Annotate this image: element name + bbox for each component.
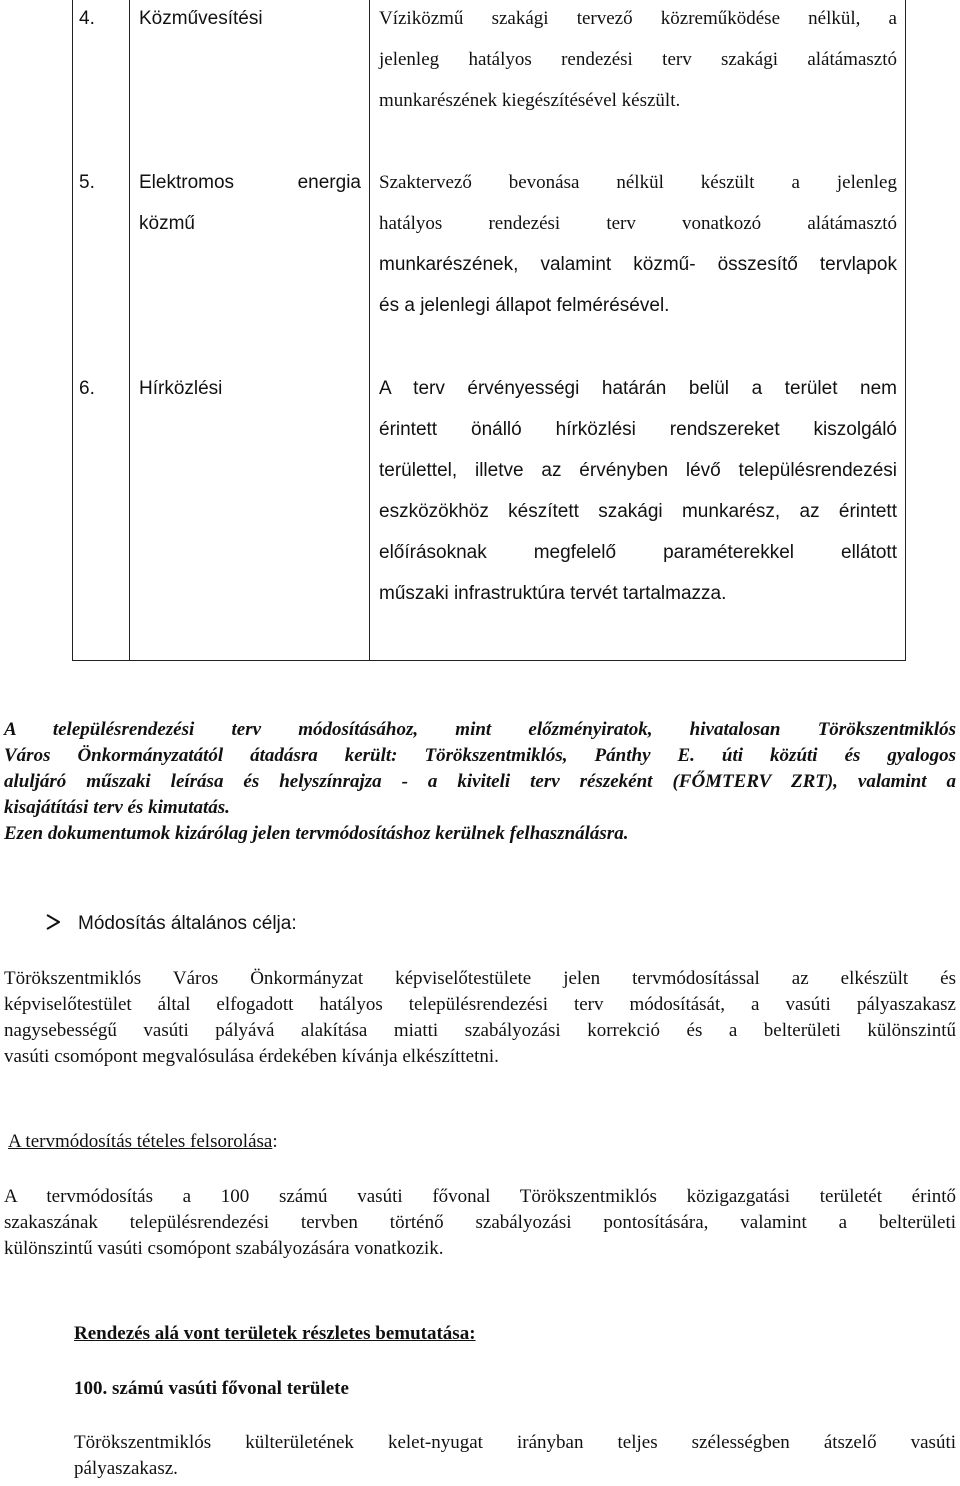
row-title-word: energia xyxy=(297,172,361,193)
row-title-word: Elektromos xyxy=(139,172,235,193)
notice-line: Ezen dokumentumok kizárólag jelen tervmódosításhoz kerülnek felhasználásra. xyxy=(4,823,629,844)
row-title xyxy=(139,162,361,244)
row-number: 4. xyxy=(79,8,95,29)
desc-line: A terv érvényességi határán belül a terület nem xyxy=(379,378,897,399)
notice-line: aluljáró műszaki leírása és helyszínrajza - a kiviteli terv részeként (FŐMTERV ZRT), valamint a xyxy=(4,771,956,792)
paragraph-line: Törökszentmiklós Város Önkormányzat képviselőtestülete jelen tervmódosítással az elkészült és xyxy=(4,968,956,989)
paragraph-line: Törökszentmiklós külterületének kelet-nyugat irányban teljes szélességben átszelő vasúti xyxy=(74,1432,956,1453)
notice-line: A településrendezési terv módosításához, mint előzményiratok, hivatalosan Törökszentmiklós xyxy=(4,719,956,740)
goal-heading-text: Módosítás általános célja: xyxy=(78,913,297,934)
desc-line: eszközökhöz készített szakági munkarész, az érintett xyxy=(379,501,897,522)
column-divider xyxy=(369,0,370,660)
paragraph-line: A tervmódosítás a 100 számú vasúti fővonal Törökszentmiklós közigazgatási területét érintő xyxy=(4,1186,956,1207)
paragraph-line: pályaszakasz. xyxy=(74,1458,178,1479)
desc-line: és a jelenlegi állapot felmérésével. xyxy=(379,295,670,316)
paragraph-line: szakaszának településrendezési tervben történő szabályozási pontosítására, valamint a belterületi xyxy=(4,1212,956,1233)
row-description xyxy=(379,0,897,121)
desc-line: munkarészének, valamint közmű- összesítő tervlapok xyxy=(379,254,897,275)
desc-line: munkarészének kiegészítésével készült. xyxy=(379,90,681,111)
areas-paragraph xyxy=(74,1430,956,1482)
paragraph-line: nagysebességű vasúti pályává alakítása miatti szabályozási korrekció és a belterületi különszintű xyxy=(4,1020,956,1041)
notice-line: Város Önkormányzatától átadásra került: Törökszentmiklós, Pánthy E. úti közúti és gyalogos xyxy=(4,745,956,766)
desc-line: műszaki infrastruktúra tervét tartalmazza. xyxy=(379,583,727,604)
row-description xyxy=(379,162,897,326)
row-title: Közművesítési xyxy=(139,8,263,29)
paragraph-line: különszintű vasúti csomópont szabályozására vonatkozik. xyxy=(4,1238,444,1259)
goal-paragraph xyxy=(4,966,956,1070)
itemized-paragraph xyxy=(4,1184,956,1262)
column-divider xyxy=(129,0,130,660)
itemized-heading-text: A tervmódosítás tételes felsorolása xyxy=(8,1131,273,1152)
itemized-heading-colon: : xyxy=(272,1131,278,1152)
row-description xyxy=(379,368,897,614)
paragraph-line: képviselőtestület által elfogadott hatályos településrendezési terv módosítását, a vasúti pályaszakasz xyxy=(4,994,956,1015)
desc-line: jelenleg hatályos rendezési terv szakági alátámasztó xyxy=(379,49,897,70)
areas-heading: Rendezés alá vont területek részletes bemutatása: xyxy=(74,1323,476,1344)
desc-line: hatályos rendezési terv vonatkozó alátámasztó xyxy=(379,213,897,234)
row-title: Hírközlési xyxy=(139,378,223,399)
desc-line: Víziközmű szakági tervező közreműködése nélkül, a xyxy=(379,8,897,29)
desc-line: területtel, illetve az érvényben lévő településrendezési xyxy=(379,460,897,481)
row-number: 6. xyxy=(79,378,95,399)
arrow-bullet-icon xyxy=(46,914,60,930)
predecessor-documents-notice xyxy=(4,717,956,847)
goal-heading xyxy=(46,910,960,938)
desc-line: Szaktervező bevonása nélkül készült a jelenleg xyxy=(379,172,897,193)
notice-line: kisajátítási terv és kimutatás. xyxy=(4,797,230,818)
itemized-heading xyxy=(8,1128,960,1156)
paragraph-line: vasúti csomópont megvalósulása érdekében kívánja elkészíttetni. xyxy=(4,1046,499,1067)
desc-line: előírásoknak megfelelő paraméterekkel ellátott xyxy=(379,542,897,563)
row-title-line: közmű xyxy=(139,213,195,234)
row-number: 5. xyxy=(79,172,95,193)
desc-line: érintett önálló hírközlési rendszereket kiszolgáló xyxy=(379,419,897,440)
areas-subheading: 100. számú vasúti fővonal területe xyxy=(74,1378,349,1399)
utilities-table xyxy=(72,0,906,661)
row-title-line xyxy=(139,162,361,203)
